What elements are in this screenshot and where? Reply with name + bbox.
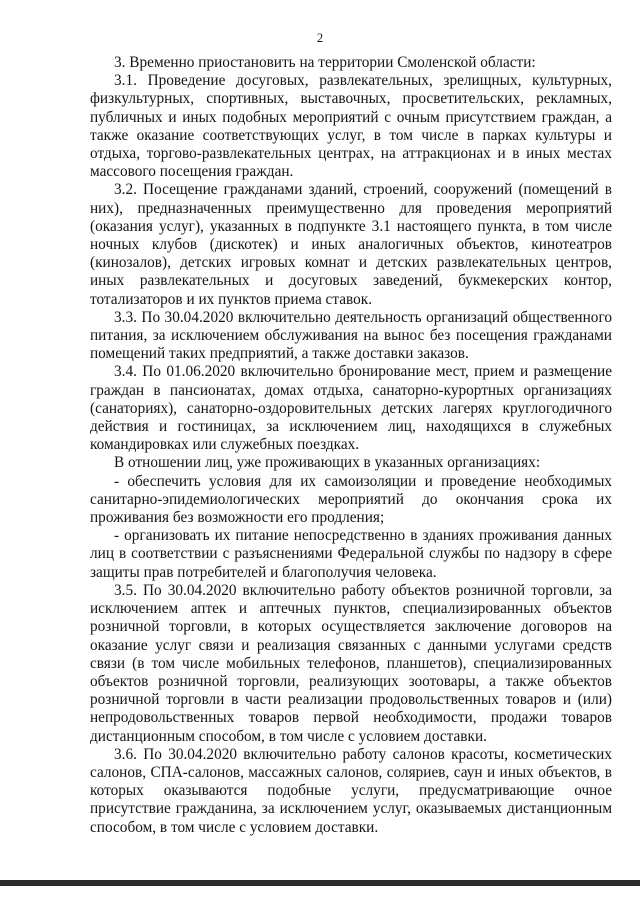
list-item-self-isolation: - обеспечить условия для их самоизоляции и проведение необходимых санитарно-эпидемиологических мероприятий до окончания срока их проживания без возможности его продления;: [90, 472, 612, 527]
page-number: 2: [316, 31, 324, 45]
page-bottom-rule: [0, 880, 640, 886]
paragraph-3-2: 3.2. Посещение гражданами зданий, строений, сооружений (помещений в них), предназначенных преимущественно для проведения мероприятий (оказания услуг), указанных в подпункте 3.1 настоящего пункта, в том числе ночных клубов (дискотек) и иных аналогичных объектов, кинотеатров (кинозалов), детских игровых комнат и детских развлекательных центров, иных развлекательных и досуговых заведений, букмекерских контор, тотализаторов и их пунктов приема ставок.: [90, 181, 612, 308]
paragraph-3: 3. Временно приостановить на территории Смоленской области:: [114, 54, 536, 71]
list-item-catering: - организовать их питание непосредственно в зданиях проживания данных лиц в соответствии с разъяснениями Федеральной службы по надзору в сфере защиты прав потребителей и благополучия человека.: [90, 527, 612, 581]
paragraph-3-4: 3.4. По 01.06.2020 включительно бронирование мест, прием и размещение граждан в пансионатах, домах отдыха, санаторно-курортных организациях (санаториях), санаторно-оздоровительных детских лагерях круглогодичного действия и гостиницах, за исключением лиц, находящихся в служебных командировках или служебных поездках.: [90, 363, 612, 454]
paragraph-3-1: 3.1. Проведение досуговых, развлекательных, зрелищных, культурных, физкультурных, спортивных, выставочных, просветительских, рекламных, публичных и иных подобных мероприятий с очным присутствием граждан, а также оказание соответствующих услуг, в том числе в парках культуры и отдыха, торгово-развлекательных центрах, на аттракционах и в иных местах массового посещения граждан.: [90, 72, 612, 181]
paragraph-3-3: 3.3. По 30.04.2020 включительно деятельность организаций общественного питания, за исключением обслуживания на вынос без посещения гражданами помещений таких предприятий, а также доставки заказов.: [90, 308, 612, 363]
paragraph-3-6: 3.6. По 30.04.2020 включительно работу салонов красоты, косметических салонов, СПА-салонов, массажных салонов, соляриев, саун и иных объектов, в которых оказываются подобные услуги, предусматривающие очное присутствие гражданина, за исключением услуг, оказываемых дистанционным способом, в том числе с условием доставки.: [90, 745, 612, 836]
document-body: [90, 54, 612, 837]
paragraph-residents-intro: В отношении лиц, уже проживающих в указанных организациях:: [114, 454, 541, 472]
paragraph-3-5: 3.5. По 30.04.2020 включительно работу объектов розничной торговли, за исключением аптек и аптечных пунктов, специализированных объектов розничной торговли, в которых осуществляется заключение договоров на оказание услуг связи и реализация связанных с данными услугами средств связи (в том числе мобильных телефонов, планшетов), специализированных объектов розничной торговли, реализующих зоотовары, а также объектов розничной торговли в части реализации продовольственных товаров и (или) непродовольственных товаров первой необходимости, продажи товаров дистанционным способом, в том числе с условием доставки.: [90, 581, 612, 745]
